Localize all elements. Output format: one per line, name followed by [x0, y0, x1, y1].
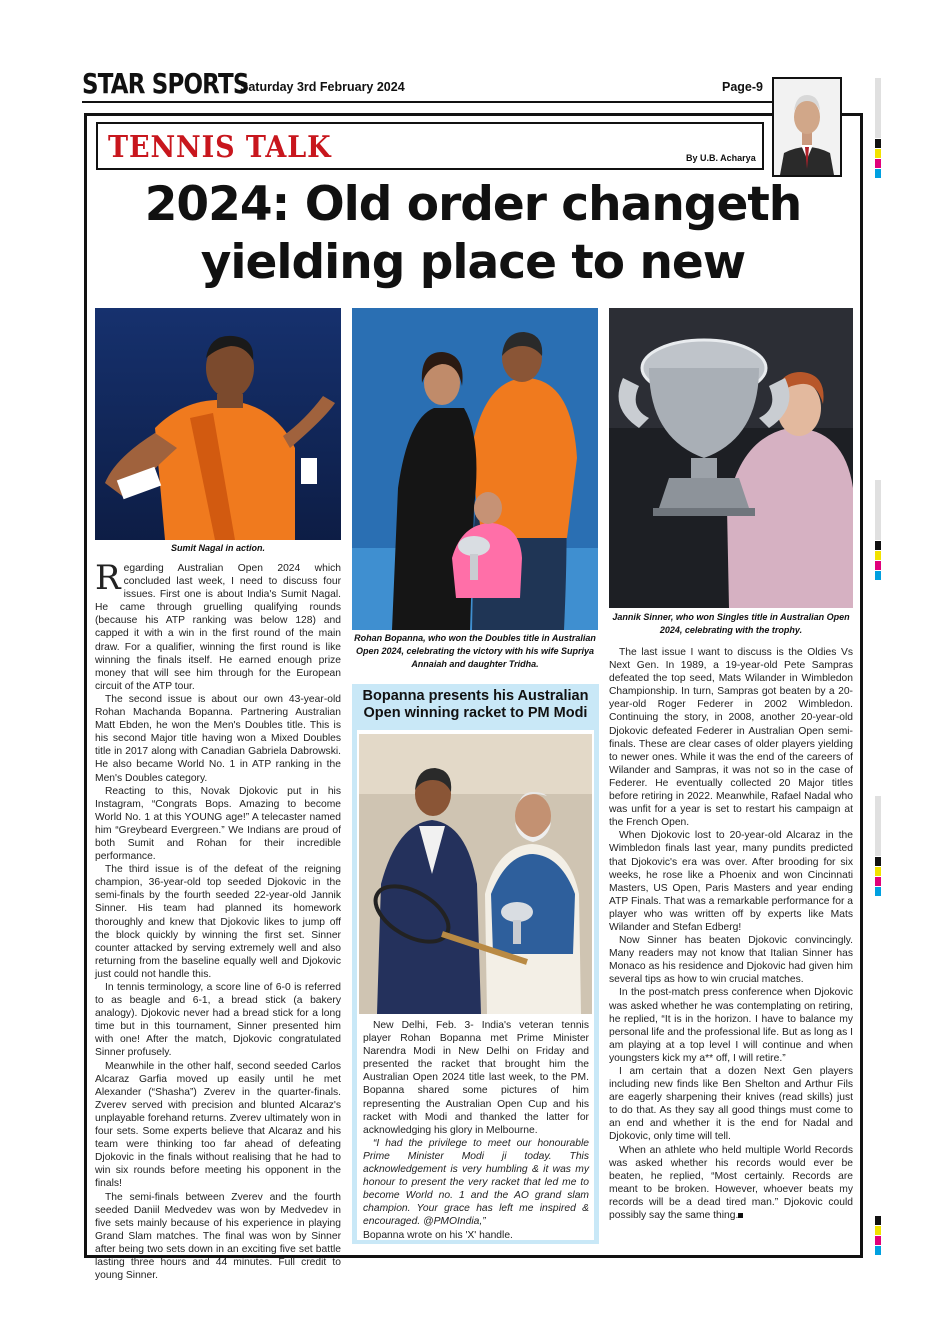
paragraph: The third issue is of the defeat of the reigning champion, 36-year-old top seeded Djokovic in the semi-finals by the fourth seeded 22-year-old Jannik Sinner. His team had planned its homework thoroughly and knew that Djokovic likes to jump off the block quickly by winning the first set. Sinner counter attacked by serving extremely well and also returning from the baseline equally well and Djokovic just could not handle this.: [95, 864, 341, 980]
print-registration-marks: [875, 78, 881, 179]
paragraph: When Djokovic lost to 20-year-old Alcaraz in the Wimbledon finals last year, many pundits predicted that Djokovic's era was over. After brooding for six weeks, he rose like a Phoenix and won Cincinnati Masters, US Open, Paris Masters and year ending ATP Finals. That was a remarkable performance for a player who was written off by experts like Mats Wilander and Stefan Edberg!: [609, 830, 853, 933]
bopanna-family-image: [352, 308, 598, 630]
sidebar-body: [357, 730, 594, 1240]
bopanna-caption: Rohan Bopanna, who won the Doubles title in Australian Open 2024, celebrating the victory with his wife Supriya Annaiah and daughter Tridha.: [354, 633, 596, 669]
column-banner: [96, 122, 764, 170]
nagal-image: [95, 308, 341, 540]
nagal-photo: [95, 308, 341, 540]
paragraph: The last issue I want to discuss is the Oldies Vs Next Gen. In 1989, a 19-year-old Pete Sampras defeated the top seed, Mats Wilander in Wimbledon Championship. In turn, Sampras got beaten by a 20-year-old Roger Federer in 2002 Wimbledon. Continuing the story, in 2008, another 20-year-old Djokovic defeated Federer in Australian Open semi-finals. These are clear cases of older players yielding to newer ones. While it was the end of the careers of Wilander and Sampras, it was not so in the case of Federer. He eventually collected 20 Major titles before retiring in 2022. Meanwhile, Rafael Nadal who was unfit for a year is set to restart his campaign at the French Open.: [609, 647, 853, 829]
article-left-column: [95, 558, 341, 1282]
author-portrait-image: [774, 79, 840, 175]
paragraph: Meanwhile in the other half, second seeded Carlos Alcaraz Garfia moved up easily until he met Alexander (“Shasha”) Zverev in the quarter-finals. Zverev served with precision and blunted Alcaraz's unplayable forehand returns. Zverev ultimately won in four sets. Some experts believe that Alcaraz and his team were thinking too far ahead of defeating Djokovic in the finals without realising that he had to win six rounds before meeting his opponent in the finals!: [95, 1060, 341, 1190]
issue-date: Saturday 3rd February 2024: [240, 80, 405, 94]
quote-attribution: Bopanna wrote on his 'X' handle.: [363, 1229, 513, 1241]
print-registration-marks: [875, 796, 881, 897]
page-number: Page-9: [722, 80, 763, 94]
sinner-image: [609, 308, 853, 608]
nagal-caption: Sumit Nagal in action.: [170, 543, 265, 553]
author-photo: [772, 77, 842, 177]
paragraph: The semi-finals between Zverev and the fourth seeded Daniil Medvedev was won by Medvedev in five sets mainly because of his experience in playing Grand Slam matches. The final was won by Sinner after being two sets down in an exciting five set battle lasting three hours and 44 minutes. Full credit to young Sinner.: [95, 1191, 341, 1282]
paragraph: In tennis terminology, a score line of 6-0 is referred to as beagle and 6-1, a bread stick (a bakery analogy). Djokovic never had a bread stick for a long time but in this tournament, Sinner presented him with one! After the match, Djokovic congratulated Sinner profusely.: [95, 982, 341, 1059]
bopanna-modi-image: [357, 734, 594, 1014]
bopanna-family-photo: [352, 308, 598, 630]
print-registration-marks: [875, 480, 881, 581]
paragraph: When an athlete who held multiple World Records was asked whether his records would ever be beaten, he replied, “Most certainly. Records are meant to be broken. However, whoever beats my records will be a dead tired man.” Djokovic could possibly say the same thing.: [609, 1144, 853, 1222]
column-kicker: TENNIS TALK: [108, 130, 332, 165]
paragraph: I am certain that a dozen Next Gen players including new finds like Ben Shelton and Arthur Fils are eagerly sharpening their knives (read skills) just to do that. As they say all good things must come to an end and whether it is the end for Nadal and Djokovic, only time will tell.: [609, 1066, 853, 1143]
quote: “I had the privilege to meet our honourable Prime Minister Modi ji today. This acknowledgement is very humbling & it was my honour to present the very racket that led me to become World no. 1 and the AO grand slam champion. Your grace has left me inspired & encouraged. @PMOIndia,”: [363, 1137, 589, 1228]
end-mark: [738, 1213, 743, 1218]
print-registration-marks: [875, 1216, 881, 1256]
byline: By U.B. Acharya: [686, 153, 756, 163]
sidebar-box: [352, 684, 599, 1244]
paragraph: New Delhi, Feb. 3- India's veteran tennis player Rohan Bopanna met Prime Minister Narendra Modi in New Delhi on Friday and presented the racket that brought him the Australian Open 2024 title last week, to the PM. Bopanna shared some pictures of him representing the Australian Open Cup and his racket with Modi and thanked the latter for acknowledging his glory in Melbourne.: [363, 1020, 589, 1136]
headline: [88, 176, 858, 292]
paragraph: Reacting to this, Novak Djokovic put in his Instagram, “Congrats Bops. Amazing to become World No. 1 at this YOUNG age!” A telecaster named him “Greybeard Evergreen.” We Indians are proud of both Sumit and Rohan for their incredible performance.: [95, 785, 341, 863]
sidebar-text: [363, 1019, 589, 1242]
paragraph: Now Sinner has beaten Djokovic convincingly. Many readers may not know that Italian Sinner has Monaco as his residence and Djokovic had given him several tips as how to win crucial matches.: [609, 935, 853, 986]
headline-line-2: yielding place to new: [200, 235, 746, 290]
paragraph: The second issue is about our own 43-year-old Rohan Machanda Bopanna. Partnering Australian Matt Ebden, he won the Men's Doubles title. This is his second Major title having won a Mixed Doubles title in 2017 along with Canadian Gabriela Dabrowski. He also became World No. 1 in ATP ranking in the Men's Doubles category.: [95, 693, 341, 784]
publication-name: STAR SPORTS: [82, 67, 249, 100]
paragraph: In the post-match press conference when Djokovic was asked whether he was contemplating on retiring, he replied, “It is in the horizon. I have to balance my personal life and the professional life. But as long as I am playing at a top level I will continue and when youngsters kick my a** off, I will retire.”: [609, 987, 853, 1064]
headline-line-1: 2024: Old order changeth: [144, 177, 802, 232]
sidebar-title: Bopanna presents his Australian Open winning racket to PM Modi: [362, 688, 589, 721]
paragraph: Regarding Australian Open 2024 which concluded last week, I need to discuss four issues. First one is about India's Sumit Nagal. He came through gruelling qualifying rounds (because his ATP ranking was below 128) and capped it with a win in the first round of the main draw. For a qualifier, winning the first round is like winning the finals itself. He earned enough prize money that will see him through for the European circuit of the ATP tour.: [95, 558, 341, 692]
sinner-caption: Jannik Sinner, who won Singles title in Australian Open 2024, celebrating with the trophy.: [612, 612, 850, 635]
masthead-rule: [82, 101, 772, 103]
masthead: [82, 66, 772, 102]
dropcap: R: [95, 558, 121, 598]
article-right-column: [609, 646, 853, 1222]
sinner-photo: [609, 308, 853, 608]
